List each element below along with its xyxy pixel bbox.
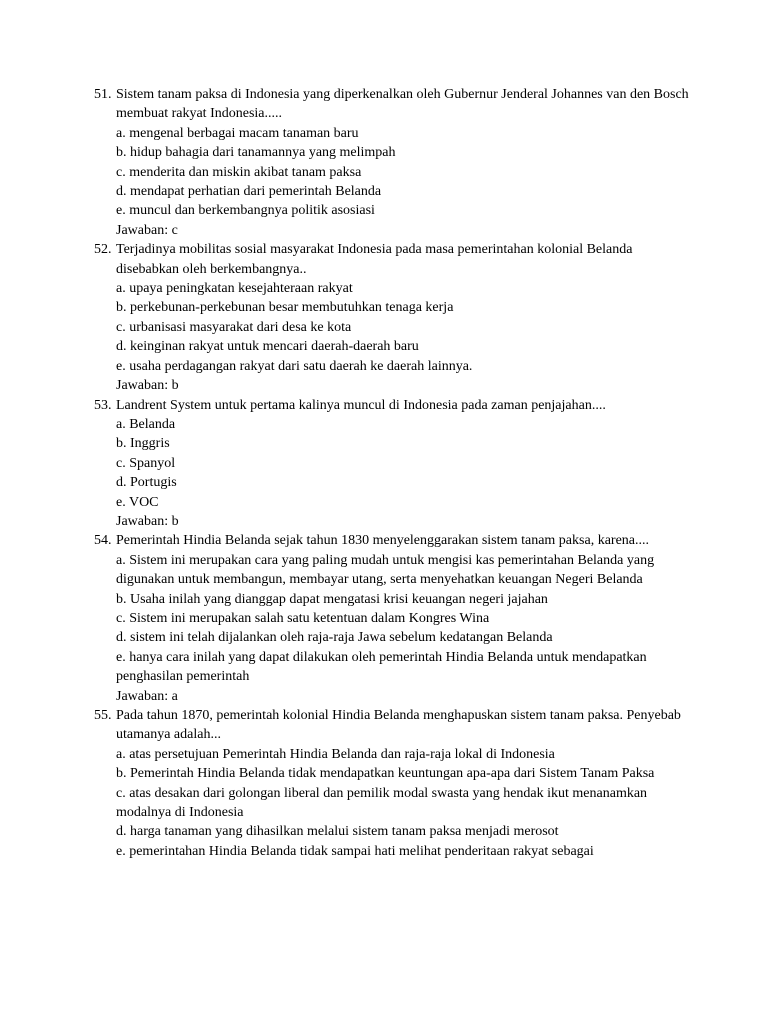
answer-option: a. upaya peningkatan kesejahteraan rakyat [116,281,353,297]
question-54 [94,531,694,706]
question-55 [94,706,694,861]
answer-option: d. Portugis [116,475,177,491]
question-number: 52. [94,242,112,258]
question-stem-row [94,85,694,124]
answer-key: Jawaban: a [116,688,178,704]
answer-option: a. mengenal berbagai macam tanaman baru [116,125,359,141]
question-stem: Pada tahun 1870, pemerintah kolonial Hindia Belanda menghapuskan sistem tanam paksa. Penyebab utamanya adalah... [116,708,681,743]
answer-option: c. Spanyol [116,455,176,471]
question-number: 55. [94,708,112,723]
question-stem: Terjadinya mobilitas sosial masyarakat Indonesia pada masa pemerintahan kolonial Belanda disebabkan oleh berkembangnya.. [116,242,633,277]
question-number: 54. [94,533,112,549]
answer-option: c. Sistem ini merupakan salah satu ketentuan dalam Kongres Wina [116,610,490,626]
question-stem: Pemerintah Hindia Belanda sejak tahun 1830 menyelenggarakan sistem tanam paksa, karena.... [116,533,649,549]
question-stem-row [94,531,694,550]
answer-key: Jawaban: b [116,378,179,394]
answer-option: d. mendapat perhatian dari pemerintah Belanda [116,184,382,200]
question-stem-row [94,396,694,415]
question-stem-row [94,240,694,279]
answer-option: a. Belanda [116,416,176,432]
question-list [94,85,694,861]
question-stem-row [94,706,694,745]
answer-option: d. keinginan rakyat untuk mencari daerah-daerah baru [116,339,419,355]
question-53 [94,396,694,532]
answer-option: d. sistem ini telah dijalankan oleh raja-raja Jawa sebelum kedatangan Belanda [116,630,553,646]
question-number: 53. [94,397,112,413]
question-51 [94,85,694,240]
answer-option: b. hidup bahagia dari tanamannya yang melimpah [116,145,396,161]
answer-option: e. hanya cara inilah yang dapat dilakukan oleh pemerintah Hindia Belanda untuk mendapatkan penghasilan pemerintah [116,649,647,685]
answer-option: e. usaha perdagangan rakyat dari satu daerah ke daerah lainnya. [116,358,473,374]
question-52 [94,240,694,395]
answer-key: Jawaban: c [116,222,178,238]
answer-option: b. Usaha inilah yang dianggap dapat mengatasi krisi keuangan negeri jajahan [116,591,548,607]
answer-option: a. Sistem ini merupakan cara yang paling mudah untuk mengisi kas pemerintahan Belanda yang digunakan untuk membangun, membayar utang, serta menyehatkan keuangan Negeri Belanda [116,552,655,588]
answer-option: c. atas desakan dari golongan liberal dan pemilik modal swasta yang hendak ikut menanamkan modalnya di Indonesia [116,785,648,821]
answer-option: e. pemerintahan Hindia Belanda tidak sampai hati melihat penderitaan rakyat sebagai [116,843,594,859]
answer-option: c. menderita dan miskin akibat tanam paksa [116,164,362,180]
answer-option: e. muncul dan berkembangnya politik asosiasi [116,203,375,219]
answer-option: b. Inggris [116,436,170,452]
answer-option: e. VOC [116,494,159,510]
answer-option: a. atas persetujuan Pemerintah Hindia Belanda dan raja-raja lokal di Indonesia [116,746,555,762]
answer-option: b. Pemerintah Hindia Belanda tidak mendapatkan keuntungan apa-apa dari Sistem Tanam Paksa [116,766,655,782]
answer-option: c. urbanisasi masyarakat dari desa ke kota [116,319,352,335]
question-stem: Landrent System untuk pertama kalinya muncul di Indonesia pada zaman penjajahan.... [116,397,606,413]
answer-option: b. perkebunan-perkebunan besar membutuhkan tenaga kerja [116,300,454,316]
answer-key: Jawaban: b [116,513,179,529]
question-number: 51. [94,87,112,102]
answer-option: d. harga tanaman yang dihasilkan melalui sistem tanam paksa menjadi merosot [116,824,559,840]
question-stem: Sistem tanam paksa di Indonesia yang diperkenalkan oleh Gubernur Jenderal Johannes van den Bosch membuat rakyat Indonesia..... [116,87,689,122]
